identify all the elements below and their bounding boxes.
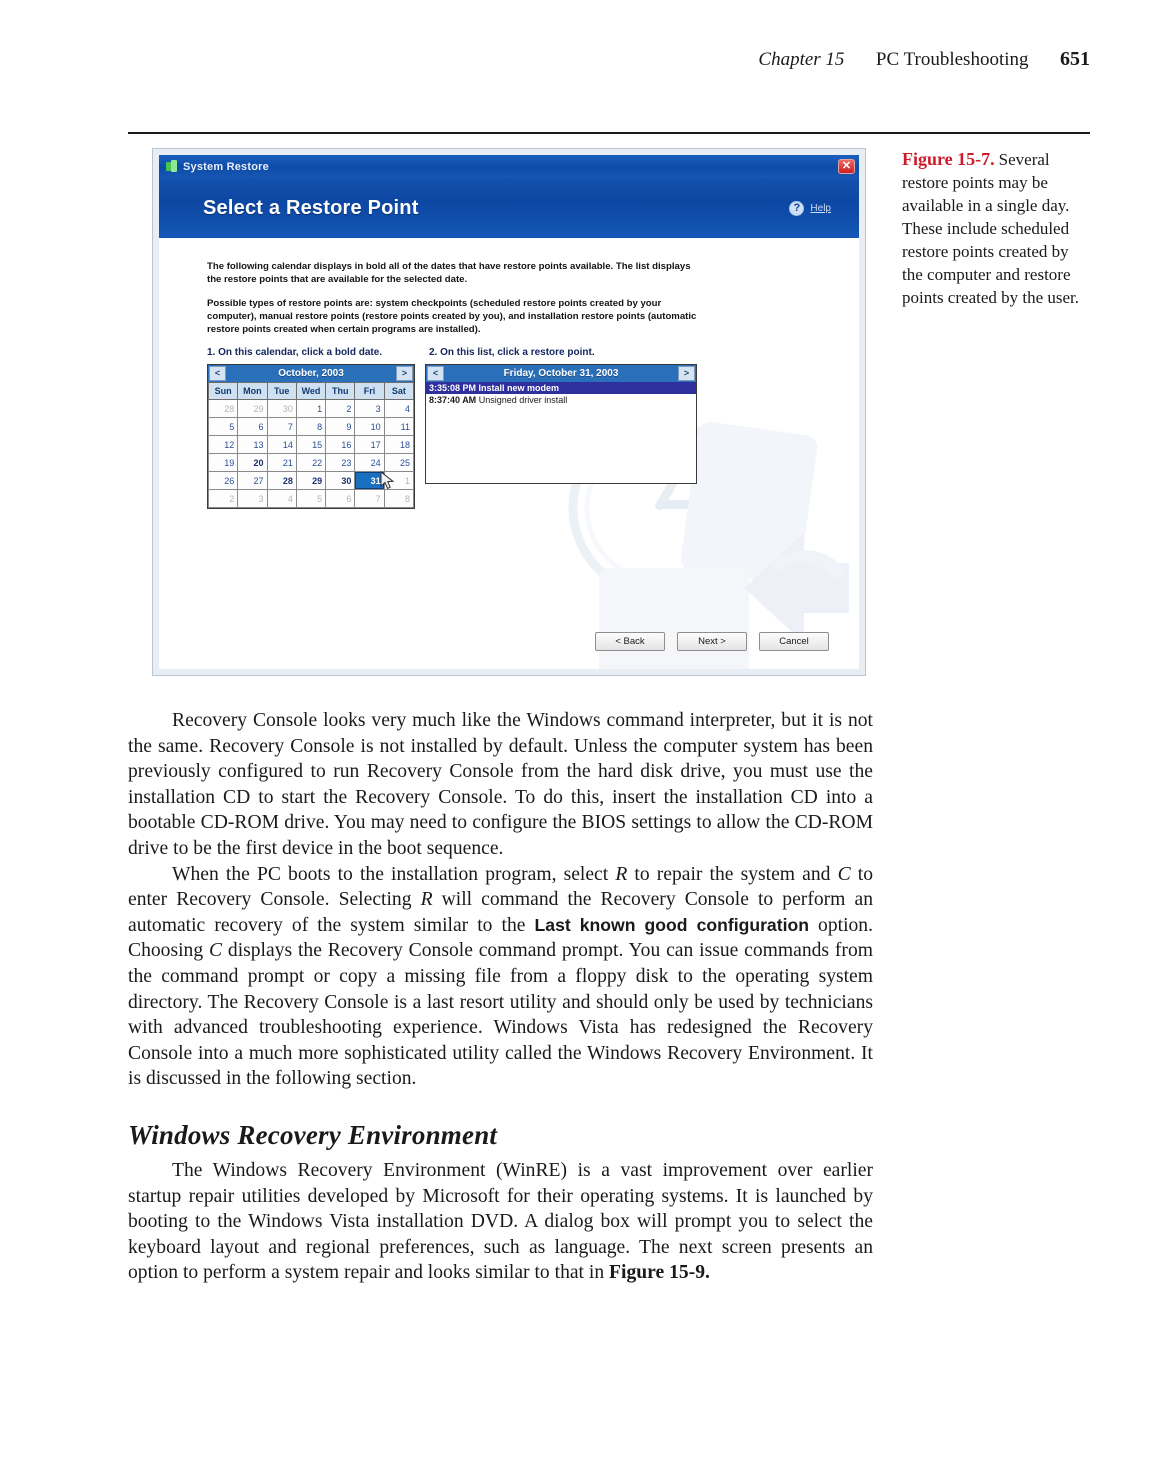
calendar-day[interactable]: 9 [326,418,355,436]
restore-list-next-button[interactable]: > [678,366,695,381]
calendar-day[interactable]: 16 [326,436,355,454]
calendar-day[interactable]: 5 [209,418,238,436]
calendar-day[interactable]: 22 [296,454,325,472]
running-head-chapter: Chapter 15 [758,49,845,70]
calendar-day[interactable]: 29 [238,400,267,418]
calendar-day[interactable]: 1 [384,472,413,490]
calendar-day[interactable]: 14 [267,436,296,454]
calendar-day-header: Sun [209,383,238,400]
calendar-day[interactable]: 13 [238,436,267,454]
help-icon[interactable]: ? [789,201,804,216]
instruction-paragraph-1: The following calendar displays in bold all of the dates that have restore points available. The list displays the restore points that are available for the selected date. [207,261,691,285]
calendar-day[interactable]: 30 [326,472,355,490]
restore-point-list[interactable] [425,364,697,484]
paragraph-recovery-console: Recovery Console looks very much like the Windows command interpreter, but it is not the same. Recovery Console is not installed by default. Unless the computer system has been previously configured to run Recovery Console from the hard disk drive, you must use the installation CD to start the Recovery Console. To do this, insert the installation CD into a bootable CD-ROM drive. You may need to configure the BIOS settings to allow the CD-ROM drive to be the first device in the boot sequence. [128,710,873,859]
instruction-paragraph-2: Possible types of restore points are: system checkpoints (scheduled restore points created by your computer), manual restore points (restore points created by you), and installation restore points (automatic restore points created when certain programs are installed). [207,298,697,335]
restore-point-time: 3:35:08 PM [429,383,477,393]
p2-italic-c1: C [837,863,851,885]
calendar-week-row [209,436,414,454]
restore-list-prev-button[interactable]: < [427,366,444,381]
calendar-day[interactable]: 21 [267,454,296,472]
next-button[interactable]: Next > [677,632,747,651]
calendar-day[interactable]: 2 [326,400,355,418]
calendar-day[interactable]: 11 [384,418,413,436]
help-label[interactable]: Help [810,202,831,214]
window-title: System Restore [183,160,269,173]
figure-block [128,140,1090,680]
calendar-day[interactable]: 8 [384,490,413,508]
calendar-day-header: Mon [238,383,267,400]
calendar-day-header: Sat [384,383,413,400]
figure-divider-rule [128,132,1090,134]
p2-bold-lastknowngood: Last known good configuration [534,914,809,935]
section-heading-winre: Windows Recovery Environment [128,1119,498,1150]
restore-list-header [426,365,696,382]
step-2-label: 2. On this list, click a restore point. [429,347,595,358]
calendar-day[interactable]: 24 [355,454,384,472]
calendar-month-title: October, 2003 [278,368,344,379]
calendar-day[interactable]: 6 [238,418,267,436]
wizard-button-row [595,632,829,651]
calendar-week-row [209,400,414,418]
figure-caption-title: Figure 15-7. [902,149,995,169]
calendar-day[interactable]: 6 [326,490,355,508]
calendar-day[interactable]: 25 [384,454,413,472]
p2-italic-r2: R [420,889,433,911]
p2-seg-a: When the PC boots to the installation program, select [172,863,616,885]
calendar-day[interactable]: 26 [209,472,238,490]
calendar-day[interactable]: 5 [296,490,325,508]
wizard-banner [159,178,859,238]
restore-list-items [426,382,696,406]
p2-italic-c2: C [208,940,223,962]
calendar-day-header: Wed [296,383,325,400]
help-link-group[interactable] [789,201,831,216]
calendar-day-header: Fri [355,383,384,400]
calendar-day[interactable]: 10 [355,418,384,436]
calendar-day[interactable]: 23 [326,454,355,472]
calendar-day[interactable]: 30 [267,400,296,418]
calendar-day[interactable]: 7 [355,490,384,508]
calendar-header [208,365,414,382]
calendar-prev-month-button[interactable]: < [209,366,226,381]
page-title: Select a Restore Point [203,196,419,219]
calendar-next-month-button[interactable]: > [396,366,413,381]
paragraph-boot-select [128,862,873,1092]
calendar-widget[interactable] [207,364,415,509]
running-head-title: PC Troubleshooting [875,49,1029,70]
p2-seg-c: to enter Recovery Console. Selecting [128,863,873,911]
list-item[interactable] [426,394,696,406]
calendar-day[interactable]: 3 [355,400,384,418]
mouse-cursor-icon [380,471,396,491]
figure-caption-text: Several restore points may be available in a single day. These include scheduled restore points created by the computer and restore points created by the user. [902,150,1080,307]
p2-seg-d: will command the Recovery Console to perform an automatic recovery of the system similar to the [128,889,873,936]
calendar-weeks [209,400,414,508]
system-restore-icon [165,160,178,173]
paragraph-winre [128,1158,873,1286]
calendar-day[interactable]: 15 [296,436,325,454]
back-button[interactable]: < Back [595,632,665,651]
calendar-day[interactable]: 7 [267,418,296,436]
step-labels [207,347,719,358]
calendar-week-row [209,454,414,472]
calendar-day[interactable]: 20 [238,454,267,472]
calendar-week-row [209,418,414,436]
selection-panels [207,364,839,509]
figure-caption [902,148,1090,309]
calendar-week-row [209,490,414,508]
cancel-button[interactable]: Cancel [759,632,829,651]
list-item[interactable] [426,382,696,394]
calendar-day[interactable]: 12 [209,436,238,454]
window-title-bar [159,155,859,178]
calendar-day[interactable]: 3 [238,490,267,508]
page-number: 651 [1060,48,1090,70]
p2-seg-f: displays the Recovery Console command prompt. You can issue commands from the command prompt or copy a missing file from a floppy disk to the operating system directory. The Recovery Console is a last resort utility and should only be used by technicians with advanced troubleshooting experience. Windows Vista has redesigned the Recovery Console into a much more sophisticated utility called the Windows Recovery Environment. It is discussed in the following section. [128,940,873,1090]
calendar-day-header-row [209,383,414,400]
calendar-day[interactable]: 27 [238,472,267,490]
close-icon[interactable]: ✕ [838,159,855,174]
calendar-day[interactable]: 18 [384,436,413,454]
restore-list-date-title: Friday, October 31, 2003 [503,368,619,379]
calendar-day[interactable]: 28 [209,400,238,418]
p2-seg-e: option. Choosing [128,914,874,962]
calendar-day[interactable]: 19 [209,454,238,472]
p3-bold-figure-ref: Figure 15-9. [609,1262,710,1284]
body-column [128,708,873,1286]
calendar-day[interactable]: 28 [267,472,296,490]
calendar-day[interactable]: 4 [267,490,296,508]
restore-point-description: Install new modem [476,383,560,393]
wizard-body [159,238,859,669]
restore-point-time: 8:37:40 AM [429,395,477,405]
step-1-label: 1. On this calendar, click a bold date. [207,347,383,358]
system-restore-screenshot [152,148,866,676]
calendar-day[interactable]: 2 [209,490,238,508]
calendar-day[interactable]: 8 [296,418,325,436]
calendar-day[interactable]: 29 [296,472,325,490]
p2-seg-b: to repair the system and [627,863,838,885]
calendar-day-header: Tue [267,383,296,400]
calendar-day[interactable]: 17 [355,436,384,454]
p3-seg-a: The Windows Recovery Environment (WinRE) is a vast improvement over earlier startup repair utilities developed by Microsoft for their operating systems. It is launched by booting to the Windows Vista installation DVD. A dialog box will prompt you to select the keyboard layout and regional preferences, such as language. The next screen presents an option to perform a system repair and looks similar to that in [128,1159,873,1284]
restore-point-description: Unsigned driver install [476,395,568,405]
running-head [0,48,1090,71]
p2-italic-r1: R [615,863,628,885]
calendar-day[interactable]: 4 [384,400,413,418]
calendar-day[interactable]: 1 [296,400,325,418]
calendar-day-selected[interactable]: 31 [355,472,384,490]
calendar-day-header: Thu [326,383,355,400]
